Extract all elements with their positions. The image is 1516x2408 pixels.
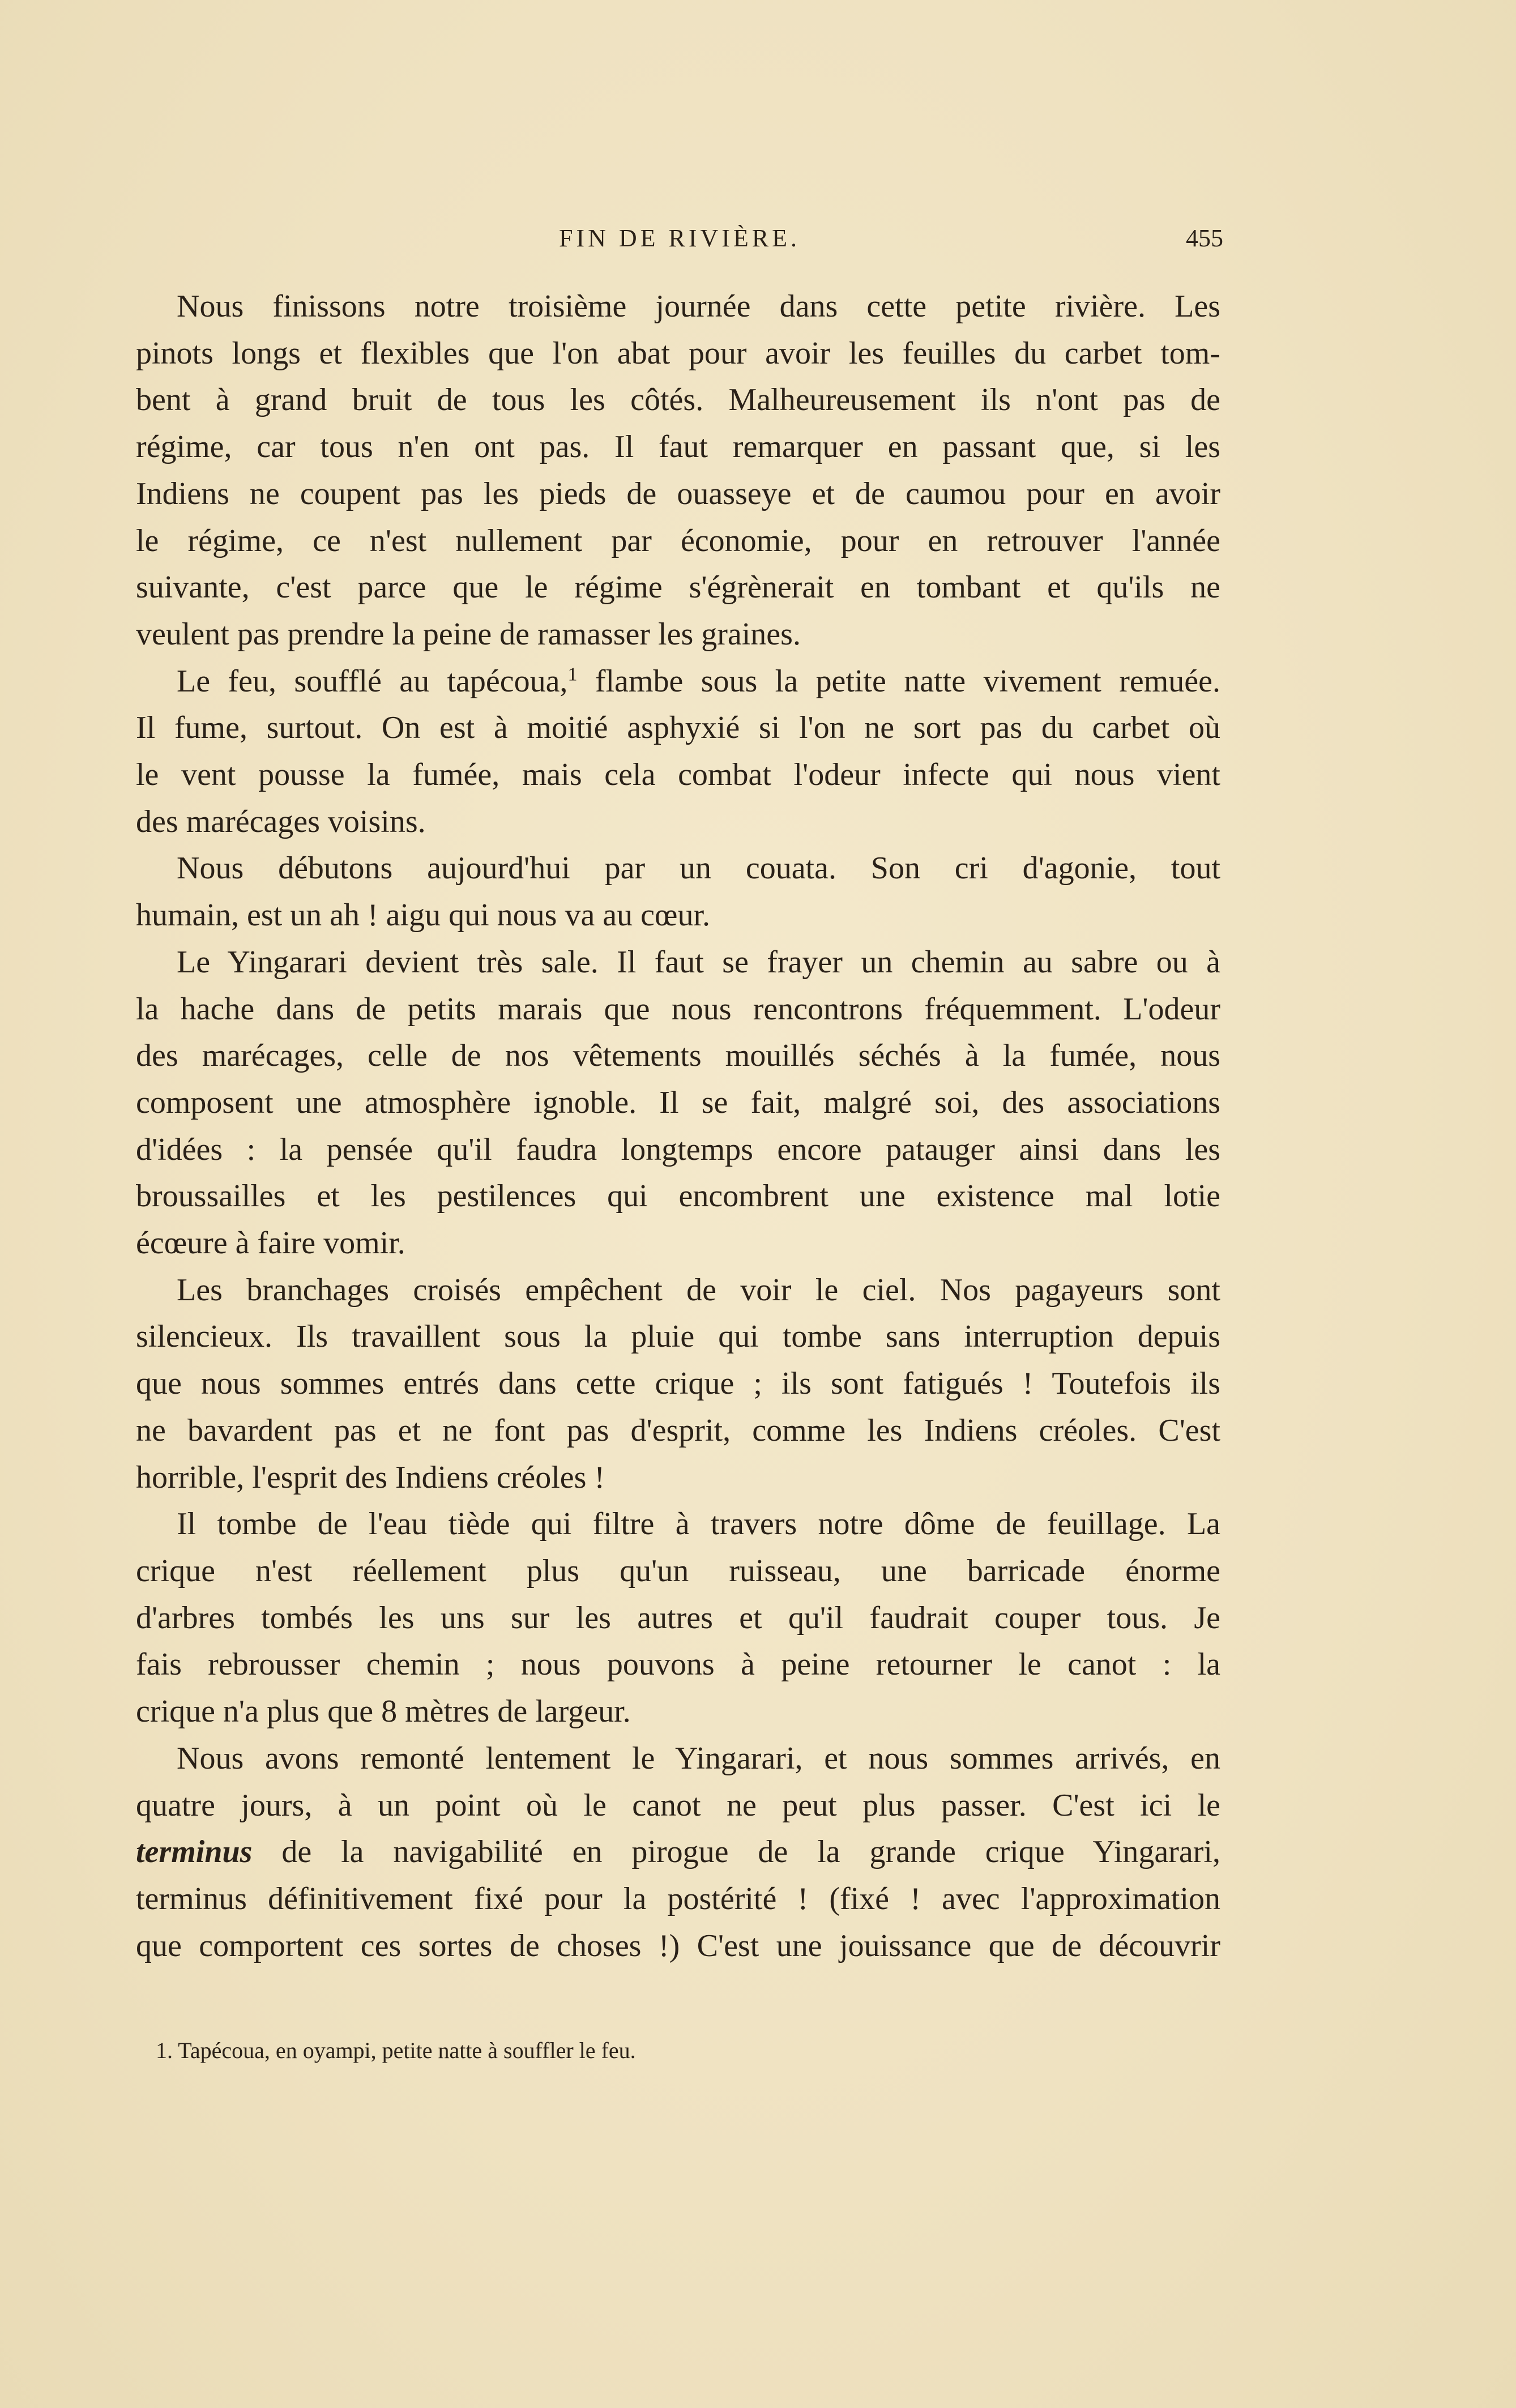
text-line: pinots longs et flexibles que l'on abat pour avoir les feuilles du carbet tom-: [136, 335, 1220, 371]
text-line: Le feu, soufflé au tapécoua,$^1$ flambe sous la petite natte vivement remuée.: [177, 663, 1220, 699]
footnote-marker: 1: [567, 663, 578, 685]
page-header: [136, 224, 1223, 263]
text-line: quatre jours, à un point où le canot ne peut plus passer. C'est ici le: [136, 1787, 1220, 1823]
text-line: composent une atmosphère ignoble. Il se fait, malgré soi, des associations: [136, 1085, 1220, 1120]
text-line: Il fume, surtout. On est à moitié asphyxié si l'on ne sort pas du carbet où: [136, 710, 1220, 746]
text-line: le vent pousse la fumée, mais cela combat l'odeur infecte qui nous vient: [136, 757, 1220, 793]
text-line: crique n'est réellement plus qu'un ruisseau, une barricade énorme: [136, 1553, 1220, 1589]
text-line: Le Yingarari devient très sale. Il faut se frayer un chemin au sabre ou à: [177, 944, 1220, 980]
text-line: régime, car tous n'en ont pas. Il faut remarquer en passant que, si les: [136, 429, 1220, 465]
text-line: Nous avons remonté lentement le Yingarari, et nous sommes arrivés, en: [177, 1740, 1220, 1776]
paragraph: [136, 658, 1220, 846]
text-line: la hache dans de petits marais que nous rencontrons fréquemment. L'odeur: [136, 991, 1220, 1027]
body-text: [136, 283, 1220, 1969]
text-line: d'idées : la pensée qu'il faudra longtemps encore patauger ainsi dans les: [136, 1132, 1220, 1167]
text-line: Les branchages croisés empêchent de voir le ciel. Nos pagayeurs sont: [177, 1272, 1220, 1308]
text-line: fais rebrousser chemin ; nous pouvons à peine retourner le canot : la: [136, 1647, 1220, 1683]
text-line: Il tombe de l'eau tiède qui filtre à travers notre dôme de feuillage. La: [177, 1506, 1220, 1542]
paragraph: [136, 283, 1220, 658]
page-number: 455: [1186, 224, 1223, 252]
footnote: 1. Tapécoua, en oyampi, petite natte à souffler le feu.: [156, 2038, 636, 2063]
text-line: Nous finissons notre troisième journée dans cette petite rivière. Les: [177, 289, 1220, 324]
text-line: ne bavardent pas et ne font pas d'esprit, comme les Indiens créoles. C'est: [136, 1412, 1220, 1448]
text-line: que nous sommes entrés dans cette crique ; ils sont fatigués ! Toutefois ils: [136, 1366, 1220, 1402]
paragraph: [136, 1267, 1220, 1501]
paragraph: [136, 939, 1220, 1267]
paragraph: [136, 1735, 1220, 1970]
paragraph: [136, 845, 1220, 938]
text-line: bent à grand bruit de tous les côtés. Malheureusement ils n'ont pas de: [136, 382, 1220, 418]
text-line: des marécages voisins.: [136, 804, 426, 839]
paragraph: [136, 1501, 1220, 1735]
text-line: terminus de la navigabilité en pirogue de la grande crique Yingarari,: [136, 1834, 1220, 1870]
text-line: silencieux. Ils travaillent sous la pluie qui tombe sans interruption depuis: [136, 1319, 1220, 1355]
text-line: horrible, l'esprit des Indiens créoles !: [136, 1459, 605, 1495]
text-line: veulent pas prendre la peine de ramasser les graines.: [136, 616, 801, 652]
text-line: crique n'a plus que 8 mètres de largeur.: [136, 1694, 631, 1730]
text-line: broussailles et les pestilences qui encombrent une existence mal lotie: [136, 1179, 1220, 1214]
text-line: le régime, ce n'est nullement par économie, pour en retrouver l'année: [136, 523, 1220, 558]
text-line: d'arbres tombés les uns sur les autres et qu'il faudrait couper tous. Je: [136, 1600, 1220, 1636]
text-line: des marécages, celle de nos vêtements mouillés séchés à la fumée, nous: [136, 1038, 1220, 1074]
text-line: que comportent ces sortes de choses !) C'est une jouissance que de découvrir: [136, 1928, 1220, 1963]
text-line: suivante, c'est parce que le régime s'égrènerait en tombant et qu'ils ne: [136, 570, 1220, 605]
text-line: humain, est un ah ! aigu qui nous va au cœur.: [136, 898, 711, 933]
text-line: Nous débutons aujourd'hui par un couata. Son cri d'agonie, tout: [177, 851, 1220, 886]
text-line: écœure à faire vomir.: [136, 1226, 405, 1261]
text-line: terminus définitivement fixé pour la postérité ! (fixé ! avec l'approximation: [136, 1881, 1220, 1916]
text-line: Indiens ne coupent pas les pieds de ouasseye et de caumou pour en avoir: [136, 476, 1220, 511]
running-title: FIN DE RIVIÈRE.: [558, 224, 801, 252]
